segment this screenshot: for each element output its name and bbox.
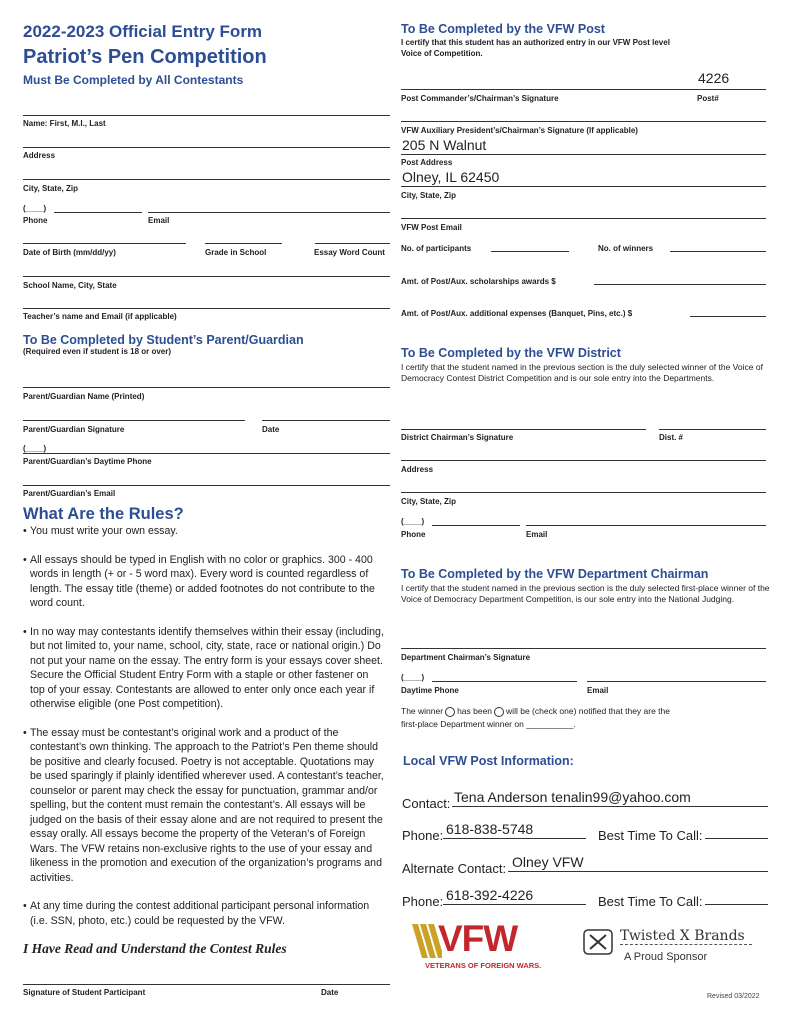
name-label: Name: First, M.I., Last	[23, 119, 106, 128]
district-phone-label: Phone	[401, 530, 426, 539]
parent-signature-line[interactable]	[23, 420, 245, 421]
winner-notification	[401, 706, 670, 717]
participants-line[interactable]	[491, 251, 569, 252]
teacher-label: Teacher’s name and Email (if applicable)	[23, 312, 177, 321]
scholarship-label: Amt. of Post/Aux. scholarships awards $	[401, 277, 556, 286]
dob-line[interactable]	[23, 243, 186, 244]
department-signature-line[interactable]	[401, 648, 766, 649]
district-section-heading: To Be Completed by the VFW District	[401, 346, 621, 360]
post-certify-line2: Voice of Competition.	[401, 49, 483, 58]
vfw-tagline: VETERANS OF FOREIGN WARS.	[425, 961, 542, 970]
vfw-logo	[412, 918, 547, 972]
grade-label: Grade in School	[205, 248, 267, 257]
contact-line[interactable]	[452, 806, 768, 807]
will-be-radio-icon[interactable]	[494, 707, 504, 717]
parent-email-line[interactable]	[23, 485, 390, 486]
sponsor-divider	[620, 944, 752, 945]
form-subtitle: Must Be Completed by All Contestants	[23, 73, 244, 87]
post-address-line[interactable]	[401, 154, 766, 155]
commander-signature-line[interactable]	[401, 89, 766, 90]
district-email-line[interactable]	[526, 525, 766, 526]
parent-date-label: Date	[262, 425, 280, 434]
winner-text-a: The winner	[401, 706, 444, 716]
rules-list	[23, 524, 385, 928]
form-title: Patriot’s Pen Competition	[23, 46, 267, 68]
district-address-line[interactable]	[401, 460, 766, 461]
rule-item: • The essay must be contestant’s original work and a product of the contestant’s own thinking. The approach to the Patriot’s Pen theme should be positive and clearly focused. Poetry is not acceptable. Quotations may be used sparingly if plainly identified wherever used. A contestant’s teacher, counselor or parent may check the essay for punctuation, grammar and/or spelling, but the content must remain the contestant’s. All essays will be judged on the basis of their essay alone and are not required to present the essay orally. All essays become the property of the Veteran’s of Foreign Wars. The VFW retains non-exclusive rights to the use of your essay and likeness in the promotion and execution of the organization’s programs and activities.	[23, 726, 385, 886]
department-signature-label: Department Chairman’s Signature	[401, 653, 531, 662]
phone-line-local[interactable]	[443, 838, 586, 839]
participants-label: No. of participants	[401, 244, 472, 253]
phone2-label-local: Phone:	[402, 894, 444, 909]
city-line[interactable]	[23, 179, 390, 180]
post-section-heading: To Be Completed by the VFW Post	[401, 22, 605, 36]
student-signature-line[interactable]	[23, 984, 390, 985]
scholarship-line[interactable]	[594, 284, 766, 285]
phone-label-local: Phone:	[402, 828, 444, 843]
district-city-label: City, State, Zip	[401, 497, 456, 506]
expenses-line[interactable]	[690, 316, 766, 317]
winners-line[interactable]	[670, 251, 766, 252]
contact-label: Contact:	[402, 796, 451, 811]
district-phone-area-code: (____)	[401, 517, 425, 526]
post-email-line[interactable]	[401, 218, 766, 219]
parent-name-line[interactable]	[23, 387, 390, 388]
student-date-label: Date	[321, 988, 339, 997]
address-label: Address	[23, 151, 56, 160]
parent-section-heading: To Be Completed by Student’s Parent/Guardian	[23, 333, 304, 347]
parent-email-label: Parent/Guardian’s Email	[23, 489, 116, 498]
department-email-label: Email	[587, 686, 609, 695]
department-certify: I certify that the student named in the previous section is the duly selected first-place winner of the Voice of Democracy Department Competition, is our sole entry into the National Judging.	[401, 583, 770, 604]
phone-area-code: (____)	[23, 204, 47, 213]
phone-value-local[interactable]: 618-838-5748	[446, 821, 534, 837]
department-phone-line[interactable]	[432, 681, 577, 682]
alternate-contact-line[interactable]	[508, 871, 768, 872]
student-signature-label: Signature of Student Participant	[23, 988, 146, 997]
twisted-x-icon	[582, 928, 614, 956]
post-city-line[interactable]	[401, 186, 766, 187]
district-city-line[interactable]	[401, 492, 766, 493]
parent-name-label: Parent/Guardian Name (Printed)	[23, 392, 145, 401]
parent-phone-line[interactable]	[23, 453, 390, 454]
has-been-radio-icon[interactable]	[445, 707, 455, 717]
district-email-label: Email	[526, 530, 548, 539]
district-address-label: Address	[401, 465, 434, 474]
parent-phone-label: Parent/Guardian’s Daytime Phone	[23, 457, 152, 466]
rule-item: • You must write your own essay.	[23, 524, 385, 539]
district-number-label: Dist. #	[659, 433, 684, 442]
district-certify: I certify that the student named in the previous section is the duly selected winner of the Voice of Democracy Contest District Competition and is our sole entry into the Departments.	[401, 362, 763, 383]
department-phone-label: Daytime Phone	[401, 686, 459, 695]
rule-item: • At any time during the contest additional participant personal information (i.e. SSN, photo, etc.) could be requested by the VFW.	[23, 899, 385, 928]
email-label: Email	[148, 216, 170, 225]
school-label: School Name, City, State	[23, 281, 117, 290]
sponsor-name: Twisted X Brands	[620, 928, 745, 944]
word-count-line[interactable]	[315, 243, 390, 244]
post-number-value[interactable]: 4226	[698, 70, 730, 86]
dob-label: Date of Birth (mm/dd/yy)	[23, 248, 116, 257]
address-line[interactable]	[23, 147, 390, 148]
expenses-label: Amt. of Post/Aux. additional expenses (Banquet, Pins, etc.) $	[401, 309, 633, 318]
grade-line[interactable]	[205, 243, 282, 244]
post-city-label: City, State, Zip	[401, 191, 456, 200]
post-address-value[interactable]: 205 N Walnut	[402, 137, 487, 153]
district-phone-line[interactable]	[432, 525, 520, 526]
alternate-contact-value[interactable]: Olney VFW	[512, 854, 584, 870]
rules-heading: What Are the Rules?	[23, 505, 184, 523]
district-number-line[interactable]	[659, 429, 766, 430]
commander-signature-label: Post Commander’s/Chairman’s Signature	[401, 94, 559, 103]
name-line[interactable]	[23, 115, 390, 116]
winners-label: No. of winners	[598, 244, 654, 253]
email-line[interactable]	[148, 212, 390, 213]
department-phone-area-code: (____)	[401, 673, 425, 682]
winner-text-c: will be (check one) notified that they are the	[506, 706, 670, 716]
alternate-contact-label: Alternate Contact:	[402, 861, 507, 876]
rule-item: • In no way may contestants identify themselves within their essay (including, but not limited to, your name, school, city, state, race or national origin.) Do not put your name on the essay. The entry form is your essays cover sheet. Secure the Official Student Entry Form with a staple or other fastener on top of your essay. Contestants are allowed to enter only once each year if otherwise eligible (one Post competition).	[23, 625, 385, 712]
phone2-line-local[interactable]	[443, 904, 586, 905]
revised-date: Revised 03/2022	[707, 993, 760, 1000]
district-signature-line[interactable]	[401, 429, 646, 430]
form-year-title: 2022-2023 Official Entry Form	[23, 22, 263, 41]
auxiliary-signature-line[interactable]	[401, 121, 766, 122]
sponsor-logo	[582, 926, 762, 971]
parent-date-line[interactable]	[262, 420, 390, 421]
parent-phone-area-code: (____)	[23, 444, 47, 453]
vfw-logo-text: VFW	[438, 918, 518, 959]
best-time-line[interactable]	[705, 838, 768, 839]
best-time2-label: Best Time To Call:	[598, 894, 703, 909]
contact-value[interactable]: Tena Anderson tenalin99@yahoo.com	[454, 789, 691, 805]
rule-item: • All essays should be typed in English with no color or graphics. 300 - 400 words in length (+ or - 5 word max). Every word is counted regardless of length. The essay title (theme) or added footnotes do not contribute to the word count.	[23, 553, 385, 611]
phone2-value-local[interactable]: 618-392-4226	[446, 887, 534, 903]
post-number-label: Post#	[697, 94, 719, 103]
parent-section-note: (Required even if student is 18 or over)	[23, 347, 172, 356]
winner-text-b: has been	[457, 706, 493, 716]
parent-signature-label: Parent/Guardian Signature	[23, 425, 125, 434]
best-time-label: Best Time To Call:	[598, 828, 703, 843]
post-email-label: VFW Post Email	[401, 223, 462, 232]
sponsor-tagline: A Proud Sponsor	[624, 951, 708, 963]
phone-label: Phone	[23, 216, 48, 225]
local-post-heading: Local VFW Post Information:	[403, 754, 574, 768]
post-city-value[interactable]: Olney, IL 62450	[402, 169, 500, 185]
post-address-label: Post Address	[401, 158, 453, 167]
school-line[interactable]	[23, 276, 390, 277]
winner-notification-date: first-place Department winner on __________.	[401, 719, 576, 729]
phone-line[interactable]	[54, 212, 142, 213]
district-signature-label: District Chairman’s Signature	[401, 433, 514, 442]
best-time2-line[interactable]	[705, 904, 768, 905]
teacher-line[interactable]	[23, 308, 390, 309]
auxiliary-signature-label: VFW Auxiliary President’s/Chairman’s Signature (If applicable)	[401, 126, 638, 135]
read-statement: I Have Read and Understand the Contest Rules	[23, 941, 287, 956]
department-section-heading: To Be Completed by the VFW Department Chairman	[401, 567, 709, 581]
post-certify-line1: I certify that this student has an authorized entry in our VFW Post level	[401, 38, 670, 47]
department-email-line[interactable]	[587, 681, 766, 682]
city-label: City, State, Zip	[23, 184, 78, 193]
word-count-label: Essay Word Count	[314, 248, 385, 257]
